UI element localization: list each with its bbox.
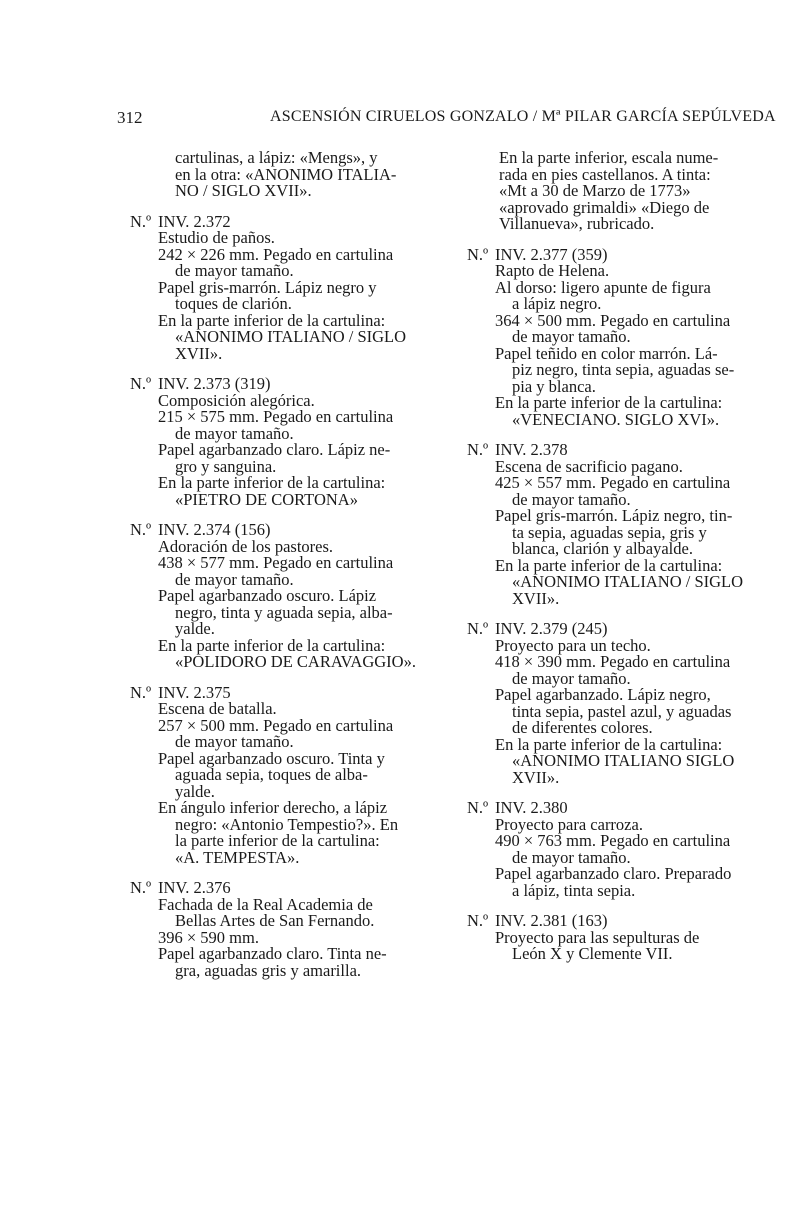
inventory-number: INV. 2.375 [158,682,231,702]
catalog-entry [467,442,763,607]
description-line: de mayor tamaño. [175,261,294,280]
description-line: Papel agarbanzado. Lápiz negro, [495,685,711,704]
page-header [0,108,800,134]
description-line: Al dorso: ligero apunte de figura [495,277,711,297]
entry-number-label: N.º [467,911,489,930]
description-line: «POLIDORO DE CARAVAGGIO». [175,652,416,671]
entry-number-label: N.º [467,619,489,638]
entry-number-label: N.º [130,211,152,231]
entry-number-label: N.º [467,440,489,459]
description-line: de mayor tamaño. [512,668,631,688]
page-number: 312 [117,108,143,127]
inventory-number: INV. 2.377 (359) [495,244,608,264]
continuation-line: en la otra: «ANONIMO ITALIA- [175,164,397,184]
description-line: de mayor tamaño. [175,569,294,589]
entry-number-label: N.º [130,878,152,897]
description-line: En la parte inferior de la cartulina: [495,734,723,754]
description-line: de mayor tamaño. [175,423,294,443]
description-line: Rapto de Helena. [495,261,610,280]
description-line: Proyecto para un techo. [495,635,651,655]
description-line: de diferentes colores. [512,718,653,737]
description-line: gro y sanguina. [175,456,277,476]
description-line: yalde. [175,781,215,801]
description-line: Papel agarbanzado claro. Lápiz ne- [158,440,391,459]
description-line: aguada sepia, toques de alba- [175,765,368,784]
running-head: ASCENSIÓN CIRUELOS GONZALO / Mª PILAR GARCÍA SEPÚLVEDA [270,108,776,125]
inventory-number: INV. 2.373 (319) [158,374,271,393]
catalog-entry [467,244,763,429]
description-line: En la parte inferior de la cartulina: [495,555,723,575]
continuation-text [467,150,763,233]
description-line: León X y Clemente VII. [512,944,673,963]
description-line: XVII». [512,588,560,608]
entry-description [467,456,763,608]
description-line: XVII». [175,343,223,363]
left-column [130,150,426,993]
continuation-line: «aprovado grimaldi» «Diego de [499,197,710,217]
description-line: de mayor tamaño. [512,847,631,867]
description-line: En la parte inferior de la cartulina: [158,310,386,330]
description-line: «ANONIMO ITALIANO / SIGLO [175,327,407,346]
entry-list [130,211,426,980]
description-line: blanca, clarión y albayalde. [512,539,693,558]
description-line: En ángulo inferior derecho, a lápiz [158,798,388,817]
entry-number-label: N.º [467,798,489,817]
entry-description [467,263,763,428]
inventory-number: INV. 2.379 (245) [495,619,608,638]
description-line: Estudio de paños. [158,228,275,247]
description-line: ta sepia, aguadas sepia, gris y [512,522,707,542]
entry-description [467,635,763,787]
description-line: «ANONIMO ITALIANO / SIGLO [512,572,744,591]
description-line: 490 × 763 mm. Pegado en cartulina [495,831,731,850]
description-line: Adoración de los pastores. [158,536,334,556]
description-line: Papel agarbanzado claro. Tinta ne- [158,944,387,963]
description-line: Proyecto para las sepulturas de [495,927,700,947]
entry-description [130,536,426,671]
entry-list [467,244,763,963]
description-line: la parte inferior de la cartulina: [175,831,380,850]
description-line: «VENECIANO. SIGLO XVI». [512,409,720,429]
description-line: Fachada de la Real Academia de [158,894,373,914]
continuation-line: En la parte inferior, escala nume- [499,148,719,167]
continuation-text [130,150,426,200]
description-line: En la parte inferior de la cartulina: [158,635,386,655]
description-line: piz negro, tinta sepia, aguadas se- [512,360,735,379]
description-line: Composición alegórica. [158,390,315,410]
description-line: «A. TEMPESTA». [175,847,300,867]
entry-description [467,814,763,900]
description-line: 364 × 500 mm. Pegado en cartulina [495,310,731,330]
description-line: negro, tinta y aguada sepia, alba- [175,602,393,622]
description-line: «PIETRO DE CORTONA» [175,489,358,509]
description-line: 396 × 590 mm. [158,927,259,947]
description-line: 242 × 226 mm. Pegado en cartulina [158,244,394,264]
entry-description [467,927,763,963]
description-line: XVII». [512,767,560,787]
description-line: Escena de sacrificio pagano. [495,456,683,476]
description-line: a lápiz negro. [512,294,602,313]
continuation-line: «Mt a 30 de Marzo de 1773» [499,181,691,200]
continuation-line: rada en pies castellanos. A tinta: [499,164,711,184]
catalog-entry [467,621,763,786]
description-line: 418 × 390 mm. Pegado en cartulina [495,652,731,671]
description-line: de mayor tamaño. [175,732,294,751]
description-line: Papel agarbanzado oscuro. Lápiz [158,586,377,605]
description-line: 425 × 557 mm. Pegado en cartulina [495,473,731,492]
entry-description [130,230,426,362]
entry-description [130,894,426,980]
description-line: 438 × 577 mm. Pegado en cartulina [158,553,394,572]
entry-number-label: N.º [467,244,489,264]
inventory-number: INV. 2.378 [495,440,568,459]
catalog-entry [130,522,426,671]
description-line: pia y blanca. [512,376,596,396]
catalog-entry [130,376,426,508]
description-line: Proyecto para carroza. [495,814,643,834]
description-line: «ANONIMO ITALIANO SIGLO [512,751,735,770]
description-line: En la parte inferior de la cartulina: [495,393,723,412]
inventory-number: INV. 2.376 [158,878,231,897]
description-line: Bellas Artes de San Fernando. [175,911,375,930]
description-line: de mayor tamaño. [512,327,631,346]
catalog-entry [467,800,763,899]
continuation-line: NO / SIGLO XVII». [175,181,312,200]
description-line: Papel gris-marrón. Lápiz negro y [158,277,377,297]
entry-description [130,390,426,509]
catalog-entry [130,211,426,363]
description-line: Papel agarbanzado oscuro. Tinta y [158,748,385,768]
inventory-number: INV. 2.380 [495,798,568,817]
continuation-line: cartulinas, a lápiz: «Mengs», y [175,148,378,167]
catalog-entry [467,913,763,963]
continuation-line: Villanueva», rubricado. [499,214,655,233]
entry-description [130,701,426,866]
description-line: Papel gris-marrón. Lápiz negro, tin- [495,506,733,525]
description-line: 215 × 575 mm. Pegado en cartulina [158,407,394,426]
right-column [467,150,763,977]
description-line: tinta sepia, pastel azul, y aguadas [512,701,732,721]
description-line: a lápiz, tinta sepia. [512,880,636,900]
description-line: En la parte inferior de la cartulina: [158,473,386,492]
entry-number-label: N.º [130,520,152,539]
catalog-entry [130,880,426,979]
entry-number-label: N.º [130,682,152,702]
description-line: gra, aguadas gris y amarilla. [175,960,362,980]
description-line: Papel teñido en color marrón. Lá- [495,343,718,363]
entry-number-label: N.º [130,374,152,393]
description-line: toques de clarión. [175,294,292,313]
description-line: yalde. [175,619,215,638]
description-line: de mayor tamaño. [512,489,631,509]
inventory-number: INV. 2.372 [158,211,231,231]
description-line: 257 × 500 mm. Pegado en cartulina [158,715,394,735]
inventory-number: INV. 2.381 (163) [495,911,608,930]
catalog-entry [130,682,426,867]
description-line: negro: «Antonio Tempestio?». En [175,814,399,834]
description-line: Papel agarbanzado claro. Preparado [495,864,732,883]
description-line: Escena de batalla. [158,699,277,718]
inventory-number: INV. 2.374 (156) [158,520,271,539]
